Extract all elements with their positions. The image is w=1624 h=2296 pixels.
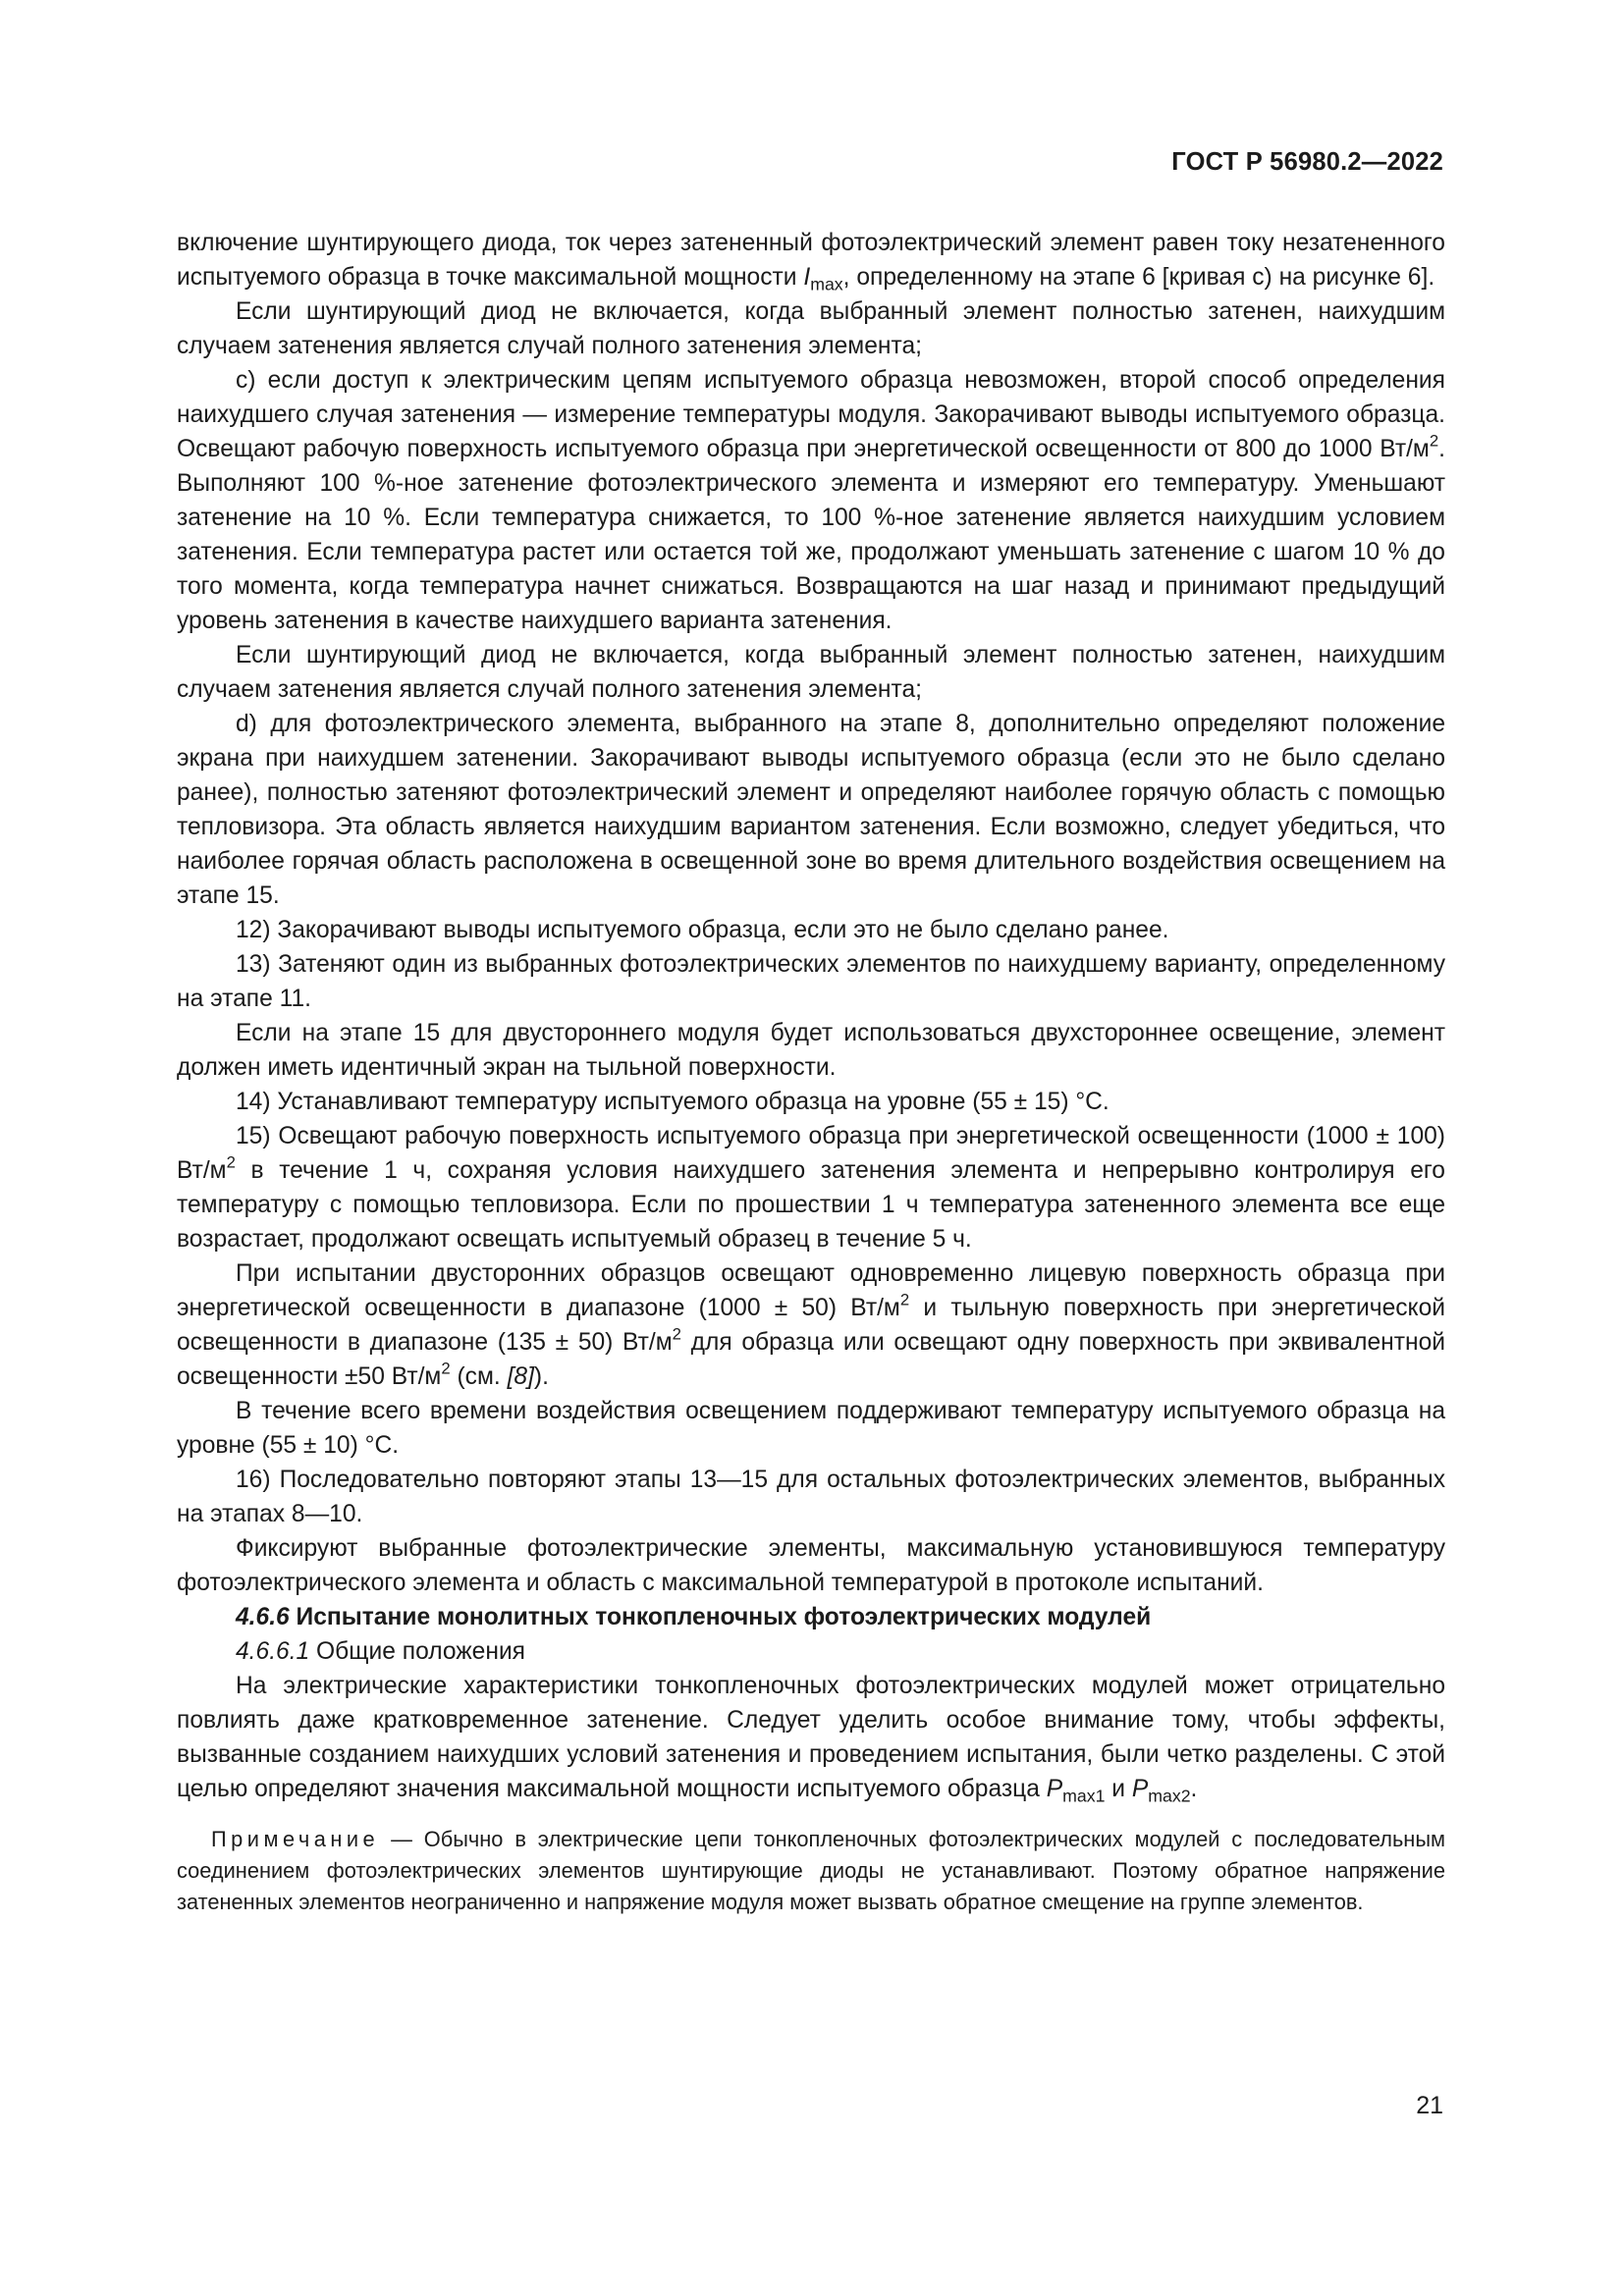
superscript: 2 <box>226 1152 236 1172</box>
paragraph: Фиксируют выбранные фотоэлектрические элементы, максимальную установившуюся температуру фотоэлектрического элемента и область с максимальной температурой в протоколе испытаний. <box>177 1535 1445 1596</box>
text-run: включение шунтирующего диода, ток через затененный фотоэлектрический элемент равен току незатененного испытуемого образца в точке максимальной мощности <box>177 230 1445 291</box>
text-run: . Выполняют 100 %-ное затенение фотоэлектрического элемента и измеряют его температуру. Уменьшают затенение на 10 %. Если температура снижается, то 100 %-ное затенение является наихудшим условием затенения. Если температура растет или остается той же, продолжают уменьшать затенение с шагом 10 % до того момента, когда температура начнет снижаться. Возвращаются на шаг назад и принимают предыдущий уровень затенения в качестве наихудшего варианта затенения. <box>177 436 1445 634</box>
paragraph: 12) Закорачивают выводы испытуемого образца, если это не было сделано ранее. <box>236 917 1169 943</box>
symbol-power: P <box>1131 1776 1149 1802</box>
text-run: (см. <box>450 1363 508 1390</box>
superscript: 2 <box>441 1359 451 1378</box>
paragraph: Если шунтирующий диод не включается, когда выбранный элемент полностью затенен, наихудшим случаем затенения является случай полного затенения элемента; <box>177 298 1445 359</box>
subsection-heading <box>177 1634 1445 1669</box>
paragraph: В течение всего времени воздействия освещением поддерживают температуру испытуемого образца на уровне (55 ± 10) °С. <box>177 1398 1445 1459</box>
text-run: с) если доступ к электрическим цепям испытуемого образца невозможен, второй способ определения наихудшего случая затенения — измерение температуры модуля. Закорачивают выводы испытуемого образца. Освещают рабочую поверхность испытуемого образца при энергетической освещенности от 800 до 1000 Вт/м <box>177 367 1445 462</box>
text-run: ). <box>533 1363 549 1390</box>
symbol-power: P <box>1046 1776 1063 1802</box>
text-run: . <box>1190 1776 1198 1802</box>
note <box>177 1824 1445 1918</box>
section-number: 4.6.6 <box>236 1604 290 1630</box>
paragraph: d) для фотоэлектрического элемента, выбранного на этапе 8, дополнительно определяют положение экрана при наихудшем затенении. Закорачивают выводы испытуемого образца (если это не было сделано ранее), полностью затеняют фотоэлектрический элемент и определяют наиболее горячую область с помощью тепловизора. Эта область является наихудшим вариантом затенения. Если возможно, следует убедиться, что наиболее горячая область расположена в освещенной зоне во время длительного воздействия освещением на этапе 15. <box>177 711 1445 909</box>
paragraph: Если шунтирующий диод не включается, когда выбранный элемент полностью затенен, наихудшим случаем затенения является случай полного затенения элемента; <box>177 642 1445 703</box>
subsection-title: Общие положения <box>309 1638 526 1665</box>
document-code-header: ГОСТ Р 56980.2—2022 <box>1171 148 1443 176</box>
text-run: 15) Освещают рабочую поверхность испытуемого образца при энергетической освещенности (1000 ± 100) Вт/м <box>177 1123 1445 1184</box>
text-run: и тыльную поверхность при энергетической освещенности в диапазоне (135 ± 50) Вт/м <box>177 1295 1445 1356</box>
text-run: для образца или освещают одну поверхность при эквивалентной освещенности ±50 Вт/м <box>177 1329 1445 1390</box>
page-number: 21 <box>1416 2092 1443 2119</box>
paragraph <box>177 1119 1445 1256</box>
text-run: При испытании двусторонних образцов освещают одновременно лицевую поверхность образца при энергетической освещенности в диапазоне (1000 ± 50) Вт/м <box>177 1260 1445 1321</box>
superscript: 2 <box>672 1324 681 1344</box>
subsection-number: 4.6.6.1 <box>236 1638 310 1665</box>
superscript: 2 <box>1429 431 1439 451</box>
bibliography-reference: [8] <box>507 1363 534 1390</box>
text-run: и <box>1105 1776 1132 1802</box>
text-run: , определенному на этапе 6 [кривая с) на рисунке 6]. <box>842 264 1435 291</box>
text-run: На электрические характеристики тонкопленочных фотоэлектрических модулей может отрицательно повлиять даже кратковременное затенение. Следует уделить особое внимание тому, чтобы эффекты, вызванные созданием наихудших условий затенения и проведением испытания, были четко разделены. С этой целью определяют значения максимальной мощности испытуемого образца <box>177 1673 1445 1802</box>
superscript: 2 <box>899 1290 910 1309</box>
paragraph <box>177 1669 1445 1806</box>
paragraph <box>177 363 1445 638</box>
note-text: — Обычно в электрические цепи тонкопленочных фотоэлектрических модулей с последовательным соединением фотоэлектрических элементов шунтирующие диоды не устанавливают. Поэтому обратное напряжение затененных элементов неограниченно и напряжение модуля может вызвать обратное смещение на группе элементов. <box>177 1827 1445 1914</box>
subscript-max: max <box>810 274 843 294</box>
page-body <box>177 226 1445 1918</box>
subscript-max1: max1 <box>1062 1786 1106 1806</box>
section-title: Испытание монолитных тонкопленочных фотоэлектрических модулей <box>289 1604 1152 1630</box>
paragraph: 14) Устанавливают температуру испытуемого образца на уровне (55 ± 15) °С. <box>236 1089 1110 1115</box>
paragraph: 13) Затеняют один из выбранных фотоэлектрических элементов по наихудшему варианту, определенному на этапе 11. <box>177 951 1445 1012</box>
paragraph <box>177 1256 1445 1394</box>
subscript-max2: max2 <box>1148 1786 1191 1806</box>
note-label: Примечание <box>211 1827 380 1851</box>
paragraph: 16) Последовательно повторяют этапы 13—15 для остальных фотоэлектрических элементов, выбранных на этапах 8—10. <box>177 1467 1445 1527</box>
symbol-current: I <box>803 264 811 291</box>
text-run: в течение 1 ч, сохраняя условия наихудшего затенения элемента и непрерывно контролируя его температуру с помощью тепловизора. Если по прошествии 1 ч температура затененного элемента все еще возрастает, продолжают освещать испытуемый образец в течение 5 ч. <box>177 1157 1445 1253</box>
paragraph <box>177 226 1445 294</box>
section-heading <box>177 1600 1445 1634</box>
paragraph: Если на этапе 15 для двустороннего модуля будет использоваться двухстороннее освещение, элемент должен иметь идентичный экран на тыльной поверхности. <box>177 1020 1445 1081</box>
